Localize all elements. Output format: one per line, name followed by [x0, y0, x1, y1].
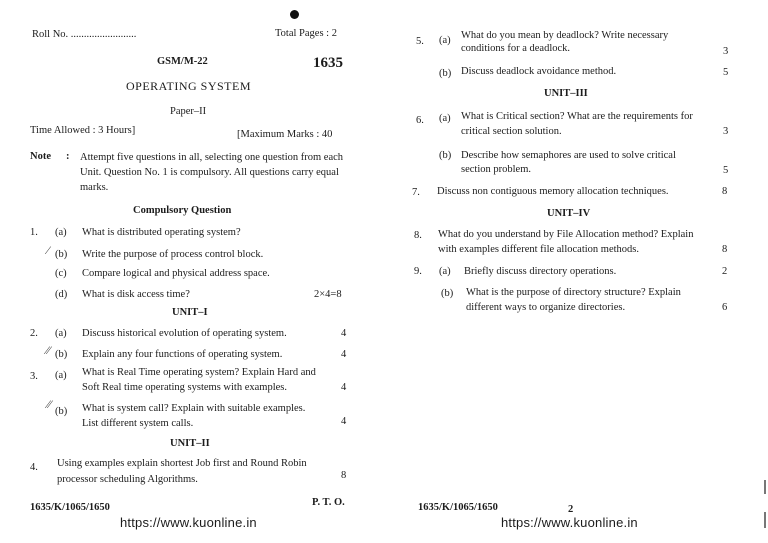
q6b-marks: 5 — [723, 165, 729, 176]
q9b-text-line1: What is the purpose of directory structure? Explain — [466, 287, 681, 298]
q4-text-line1: Using examples explain shortest Job first and Round Robin — [57, 458, 307, 469]
handwritten-tick-mark: ⁄⁄ — [46, 343, 51, 357]
q9a-label: (a) — [439, 266, 451, 277]
q7-text: Discuss non contiguous memory allocation techniques. — [437, 186, 669, 197]
handwritten-tick-mark: ⁄ — [47, 243, 50, 257]
note-label: Note — [30, 151, 51, 162]
q4-text-line2: processor scheduling Algorithms. — [57, 474, 198, 485]
time-allowed: Time Allowed : 3 Hours] — [30, 125, 136, 136]
q1b-text: Write the purpose of process control block. — [82, 249, 264, 260]
q6a-text-line1: What is Critical section? What are the requirements for — [461, 111, 693, 122]
footer-code: 1635/K/1065/1650 — [418, 502, 498, 513]
q3-number: 3. — [30, 371, 38, 382]
q2a-text: Discuss historical evolution of operating system. — [82, 328, 287, 339]
paper-code: GSM/M-22 — [157, 56, 208, 67]
q1c-text: Compare logical and physical address space. — [82, 268, 270, 279]
q6b-text-line2: section problem. — [461, 164, 531, 175]
q2-number: 2. — [30, 328, 38, 339]
q5a-text-line1: What do you mean by deadlock? Write necessary — [461, 30, 669, 41]
paper-label: Paper–II — [170, 106, 207, 117]
q2b-label: (b) — [55, 349, 68, 360]
paper-number: 1635 — [313, 55, 343, 71]
scan-edge-mark — [764, 512, 766, 528]
q5b-marks: 5 — [723, 67, 729, 78]
roll-number: Roll No. ......................... — [32, 29, 137, 40]
q8-text-line1: What do you understand by File Allocation method? Explain — [438, 229, 694, 240]
pto-label: P. T. O. — [312, 497, 345, 508]
q9a-marks: 2 — [722, 266, 728, 277]
q2b-marks: 4 — [341, 349, 347, 360]
q3a-marks: 4 — [341, 382, 347, 393]
q9-number: 9. — [414, 266, 422, 277]
q2a-label: (a) — [55, 328, 67, 339]
website-watermark: https://www.kuonline.in — [501, 515, 638, 530]
q3a-text-line2: Soft Real time operating systems with examples. — [82, 382, 288, 393]
handwritten-tick-mark: ⁄⁄ — [47, 397, 52, 411]
q1d-text: What is disk access time? — [82, 289, 190, 300]
q5a-label: (a) — [439, 35, 451, 46]
q3b-text-line2: List different system calls. — [82, 418, 194, 429]
q3b-label: (b) — [55, 406, 68, 417]
footer-code: 1635/K/1065/1650 — [30, 502, 110, 513]
q2b-text: Explain any four functions of operating system. — [82, 349, 283, 360]
q6b-label: (b) — [439, 150, 452, 161]
q6-number: 6. — [416, 115, 424, 126]
q5b-text: Discuss deadlock avoidance method. — [461, 66, 617, 77]
q3a-label: (a) — [55, 370, 67, 381]
q1d-label: (d) — [55, 289, 68, 300]
q3b-marks: 4 — [341, 416, 347, 427]
exam-page-2 — [384, 0, 768, 543]
q8-number: 8. — [414, 230, 422, 241]
q2a-marks: 4 — [341, 328, 347, 339]
note-text: Attempt five questions in all, selecting one question from each Unit. Question No. 1 is compulsory. All questions carry equal marks. — [80, 152, 344, 193]
q4-number: 4. — [30, 462, 38, 473]
q1a-label: (a) — [55, 227, 67, 238]
unit-3-heading: UNIT–III — [544, 88, 588, 99]
subject-title: OPERATING SYSTEM — [126, 79, 252, 93]
q6a-label: (a) — [439, 113, 451, 124]
punch-hole-mark — [290, 10, 299, 19]
q1c-label: (c) — [55, 268, 67, 279]
unit-4-heading: UNIT–IV — [547, 208, 591, 219]
q9b-label: (b) — [441, 288, 454, 299]
q1-number: 1. — [30, 227, 38, 238]
q8-marks: 8 — [722, 244, 728, 255]
q1a-text: What is distributed operating system? — [82, 227, 241, 238]
unit-2-heading: UNIT–II — [170, 438, 210, 449]
q5b-label: (b) — [439, 68, 452, 79]
q6a-marks: 3 — [723, 126, 729, 137]
q3b-text-line1: What is system call? Explain with suitable examples. — [82, 403, 306, 414]
q8-text-line2: with examples different file allocation methods. — [438, 244, 639, 255]
note-colon: : — [66, 151, 70, 162]
q4-marks: 8 — [341, 470, 347, 481]
unit-1-heading: UNIT–I — [172, 307, 208, 318]
total-pages: Total Pages : 2 — [275, 28, 337, 39]
q1b-label: (b) — [55, 249, 68, 260]
q6b-text-line1: Describe how semaphores are used to solve critical — [461, 150, 676, 161]
q9b-text-line2: different ways to organize directories. — [466, 302, 626, 313]
q3a-text-line1: What is Real Time operating system? Explain Hard and — [82, 367, 316, 378]
q7-marks: 8 — [722, 186, 728, 197]
q7-number: 7. — [412, 187, 420, 198]
maximum-marks: [Maximum Marks : 40 — [237, 129, 333, 140]
q5a-marks: 3 — [723, 46, 729, 57]
q6a-text-line2: critical section solution. — [461, 126, 562, 137]
scan-edge-mark — [764, 480, 766, 494]
compulsory-heading: Compulsory Question — [133, 205, 232, 216]
page-number: 2 — [568, 504, 574, 515]
q5a-text-line2: conditions for a deadlock. — [461, 43, 571, 54]
q9a-text: Briefly discuss directory operations. — [464, 266, 617, 277]
q5-number: 5. — [416, 36, 424, 47]
q9b-marks: 6 — [722, 302, 728, 313]
q1-marks: 2×4=8 — [314, 289, 342, 300]
website-watermark: https://www.kuonline.in — [120, 515, 257, 530]
